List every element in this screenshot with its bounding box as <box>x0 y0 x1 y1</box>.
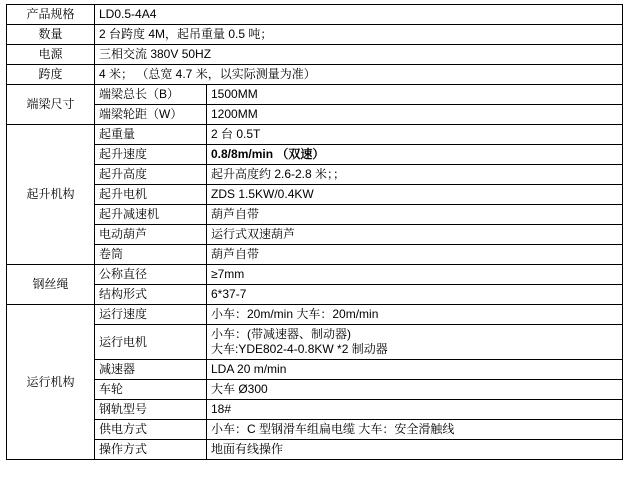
row-value: ZDS 1.5KW/0.4KW <box>207 185 623 205</box>
table-row <box>7 440 623 460</box>
table-row <box>7 265 623 285</box>
row-sublabel: 电动葫芦 <box>95 225 207 245</box>
table-row <box>7 85 623 105</box>
row-sublabel: 车轮 <box>95 380 207 400</box>
row-label: 跨度 <box>7 65 95 85</box>
row-sublabel: 起升高度 <box>95 165 207 185</box>
row-sublabel: 运行速度 <box>95 305 207 325</box>
row-value-line1: 小车：(带减速器、制动器) <box>211 327 351 341</box>
row-sublabel: 端梁轮距（W） <box>95 105 207 125</box>
table-row <box>7 145 623 165</box>
row-value: 大车 Ø300 <box>207 380 623 400</box>
row-sublabel: 端梁总长（B） <box>95 85 207 105</box>
row-value: 起升高度约 2.6-2.8 米；； <box>207 165 623 185</box>
row-value: 2 台 0.5T <box>207 125 623 145</box>
row-value-line2: 大车:YDE802-4-0.8KW *2 制动器 <box>211 342 388 356</box>
group-label-wire-rope: 钢丝绳 <box>7 265 95 305</box>
row-sublabel: 减速器 <box>95 360 207 380</box>
row-sublabel: 结构形式 <box>95 285 207 305</box>
table-row <box>7 325 623 360</box>
table-row <box>7 305 623 325</box>
table-row <box>7 285 623 305</box>
row-sublabel: 起升速度 <box>95 145 207 165</box>
row-value: 运行式双速葫芦 <box>207 225 623 245</box>
group-label-hoist: 起升机构 <box>7 125 95 265</box>
table-row <box>7 105 623 125</box>
table-row <box>7 165 623 185</box>
row-sublabel: 钢轨型号 <box>95 400 207 420</box>
group-label-travel: 运行机构 <box>7 305 95 460</box>
row-sublabel: 操作方式 <box>95 440 207 460</box>
table-row <box>7 185 623 205</box>
row-sublabel: 公称直径 <box>95 265 207 285</box>
row-value: 1500MM <box>207 85 623 105</box>
table-row <box>7 420 623 440</box>
row-value: 地面有线操作 <box>207 440 623 460</box>
table-row <box>7 125 623 145</box>
table-row <box>7 65 623 85</box>
group-label-end-beam: 端梁尺寸 <box>7 85 95 125</box>
table-row <box>7 245 623 265</box>
row-value: 1200MM <box>207 105 623 125</box>
row-label: 电源 <box>7 45 95 65</box>
row-value: 小车：C 型钢滑车组扁电缆 大车：安全滑触线 <box>207 420 623 440</box>
row-sublabel: 起升电机 <box>95 185 207 205</box>
table-row <box>7 45 623 65</box>
row-sublabel: 起重量 <box>95 125 207 145</box>
row-value: 4 米； （总宽 4.7 米，以实际测量为准） <box>95 65 623 85</box>
row-sublabel: 运行电机 <box>95 325 207 360</box>
table-row <box>7 205 623 225</box>
table-row <box>7 25 623 45</box>
specification-table <box>6 4 623 460</box>
row-value: 0.8/8m/min （双速） <box>207 145 623 165</box>
row-sublabel: 卷筒 <box>95 245 207 265</box>
row-sublabel: 起升减速机 <box>95 205 207 225</box>
row-value: LDA 20 m/min <box>207 360 623 380</box>
row-label: 产品规格 <box>7 5 95 25</box>
row-value: 6*37-7 <box>207 285 623 305</box>
row-value: ≥7mm <box>207 265 623 285</box>
row-value-multiline <box>207 325 623 360</box>
table-body <box>7 5 623 460</box>
table-row <box>7 225 623 245</box>
row-value: 葫芦自带 <box>207 205 623 225</box>
row-value: 2 台跨度 4M，起吊重量 0.5 吨； <box>95 25 623 45</box>
table-row <box>7 5 623 25</box>
table-row <box>7 360 623 380</box>
row-value: 小车：20m/min 大车：20m/min <box>207 305 623 325</box>
row-value: 18# <box>207 400 623 420</box>
row-sublabel: 供电方式 <box>95 420 207 440</box>
row-value: 三相交流 380V 50HZ <box>95 45 623 65</box>
row-label: 数量 <box>7 25 95 45</box>
table-row <box>7 380 623 400</box>
row-value: LD0.5-4A4 <box>95 5 623 25</box>
table-row <box>7 400 623 420</box>
row-value: 葫芦自带 <box>207 245 623 265</box>
